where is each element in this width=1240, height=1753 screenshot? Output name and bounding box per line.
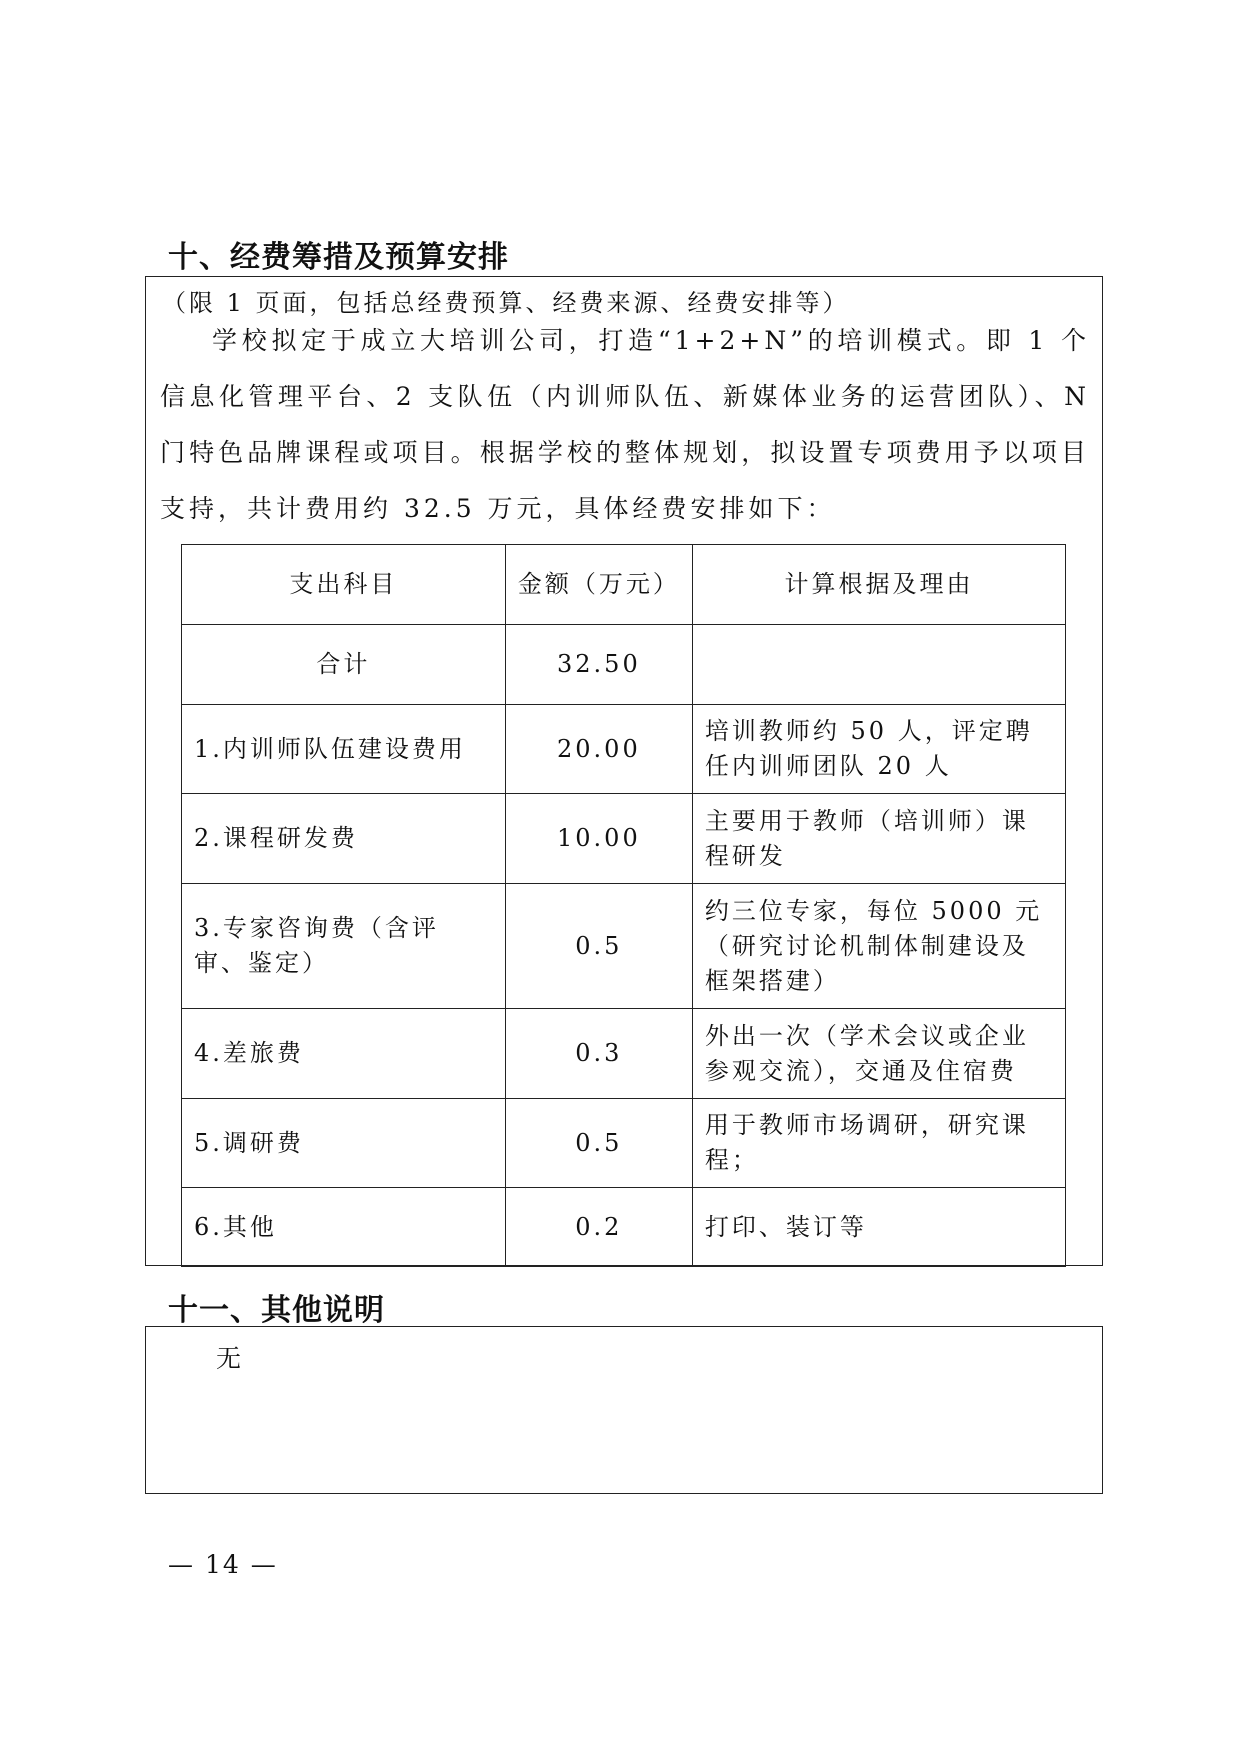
row-amount: 10.00 bbox=[505, 794, 692, 884]
row-amount: 0.3 bbox=[505, 1009, 692, 1099]
row-basis: 用于教师市场调研，研究课程； bbox=[692, 1099, 1065, 1188]
table-header-row bbox=[182, 545, 1066, 625]
row-amount: 0.5 bbox=[505, 1099, 692, 1188]
row-amount: 20.00 bbox=[505, 705, 692, 794]
row-basis: 外出一次（学术会议或企业参观交流），交通及住宿费 bbox=[692, 1009, 1065, 1099]
row-amount: 0.5 bbox=[505, 884, 692, 1009]
header-basis: 计算根据及理由 bbox=[692, 545, 1065, 625]
row-amount: 32.50 bbox=[505, 625, 692, 705]
row-item: 4.差旅费 bbox=[182, 1009, 506, 1099]
section-10-heading: 十、经费筹措及预算安排 bbox=[168, 240, 509, 275]
row-item: 1.内训师队伍建设费用 bbox=[182, 705, 506, 794]
row-item: 6.其他 bbox=[182, 1188, 506, 1267]
row-item: 5.调研费 bbox=[182, 1099, 506, 1188]
page-number: — 14 — bbox=[168, 1550, 278, 1579]
table-row bbox=[182, 1188, 1066, 1267]
table-row bbox=[182, 794, 1066, 884]
section-11-heading: 十一、其他说明 bbox=[168, 1293, 385, 1328]
table-row bbox=[182, 1099, 1066, 1188]
row-amount: 0.2 bbox=[505, 1188, 692, 1267]
header-amount: 金额（万元） bbox=[505, 545, 692, 625]
other-notes-text: 无 bbox=[216, 1344, 245, 1373]
row-item: 合计 bbox=[182, 625, 506, 705]
row-basis: 主要用于教师（培训师）课程研发 bbox=[692, 794, 1065, 884]
budget-section-box bbox=[145, 276, 1103, 1266]
budget-table bbox=[181, 544, 1066, 1267]
table-row bbox=[182, 884, 1066, 1009]
header-item: 支出科目 bbox=[182, 545, 506, 625]
row-basis: 培训教师约 50 人，评定聘任内训师团队 20 人 bbox=[692, 705, 1065, 794]
other-notes-box bbox=[145, 1326, 1103, 1494]
row-item: 2.课程研发费 bbox=[182, 794, 506, 884]
row-basis: 约三位专家，每位 5000 元（研究讨论机制体制建设及框架搭建） bbox=[692, 884, 1065, 1009]
table-row bbox=[182, 625, 1066, 705]
budget-paragraph: 学校拟定于成立大培训公司，打造“1+2+N”的培训模式。即 1 个信息化管理平台、2 支队伍（内训师队伍、新媒体业务的运营团队）、N 门特色品牌课程或项目。根据学校的整体规划，拟设置专项费用予以项目支持，共计费用约 32.5 万元，具体经费安排如下： bbox=[160, 326, 1090, 523]
row-basis bbox=[692, 625, 1065, 705]
table-row bbox=[182, 705, 1066, 794]
table-row bbox=[182, 1009, 1066, 1099]
row-basis: 打印、装订等 bbox=[692, 1188, 1065, 1267]
row-item: 3.专家咨询费（含评审、鉴定） bbox=[182, 884, 506, 1009]
section-note: （限 1 页面，包括总经费预算、经费来源、经费安排等） bbox=[162, 289, 850, 317]
